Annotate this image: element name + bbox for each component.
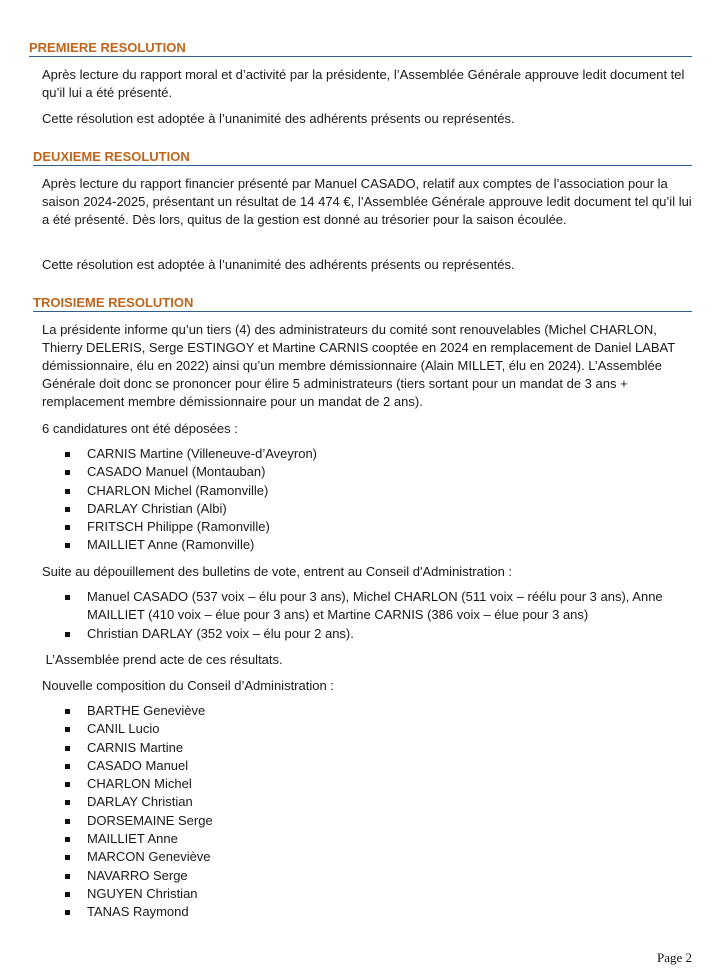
paragraph: Après lecture du rapport financier présenté par Manuel CASADO, relatif aux comptes de l’association pour la saison 2024-2025, présentant un résultat de 14 474 €, l’Assemblée Générale approuve ledit document tel qu’il lui a été présenté. Dès lors, quitus de la gestion est donné au trésorier pour la saison écoulée.	[42, 176, 692, 227]
list-item: CASADO Manuel (Montauban)	[64, 463, 694, 481]
paragraph: L’Assemblée prend acte de ces résultats.	[42, 652, 283, 667]
paragraph: Après lecture du rapport moral et d’activité par la présidente, l’Assemblée Générale approuve ledit document tel qu’il lui a été présenté.	[42, 67, 685, 100]
section-heading-premiere-resolution: PREMIERE RESOLUTION	[29, 40, 692, 57]
list-item: CHARLON Michel	[64, 775, 694, 793]
paragraph: Cette résolution est adoptée à l’unanimité des adhérents présents ou représentés.	[42, 111, 515, 126]
candidates-list	[64, 445, 694, 555]
list-item: NGUYEN Christian	[64, 885, 694, 903]
list-item: CARNIS Martine (Villeneuve-d’Aveyron)	[64, 445, 694, 463]
paragraph: Nouvelle composition du Conseil d’Administration :	[42, 678, 334, 693]
paragraph: La présidente informe qu’un tiers (4) des administrateurs du comité sont renouvelables (Michel CHARLON, Thierry DELERIS, Serge ESTINGOY et Martine CARNIS cooptée en 2024 en remplacement de Daniel LABAT démissionnaire, élu en 2022) ainsi qu’un membre démissionnaire (Alain MILLET, élu en 2024). L’Assemblée Générale doit donc se prononcer pour élire 5 administrateurs (tiers sortant pour un mandat de 3 ans + remplacement membre démissionnaire pour un mandat de 2 ans).	[42, 322, 675, 409]
council-list	[64, 702, 694, 922]
list-item: DORSEMAINE Serge	[64, 812, 694, 830]
list-item: CARNIS Martine	[64, 739, 694, 757]
elected-list	[64, 588, 694, 643]
list-item: CANIL Lucio	[64, 720, 694, 738]
paragraph: Cette résolution est adoptée à l’unanimité des adhérents présents ou représentés.	[42, 257, 515, 272]
list-item: DARLAY Christian	[64, 793, 694, 811]
list-item: CASADO Manuel	[64, 757, 694, 775]
paragraph: Suite au dépouillement des bulletins de vote, entrent au Conseil d'Administration :	[42, 564, 513, 579]
list-item: MAILLIET Anne (Ramonville)	[64, 536, 694, 554]
list-item: MAILLIET Anne	[64, 830, 694, 848]
page-number: Page 2	[656, 950, 692, 965]
list-item: Christian DARLAY (352 voix – élu pour 2 ans).	[64, 625, 694, 643]
list-item: FRITSCH Philippe (Ramonville)	[64, 518, 694, 536]
list-item: BARTHE Geneviève	[64, 702, 694, 720]
list-item: TANAS Raymond	[64, 903, 694, 921]
list-item: MARCON Geneviève	[64, 848, 694, 866]
section-heading-troisieme-resolution: TROISIEME RESOLUTION	[33, 295, 692, 312]
list-item: Manuel CASADO (537 voix – élu pour 3 ans), Michel CHARLON (511 voix – réélu pour 3 ans), Anne MAILLIET (410 voix – élue pour 3 ans) et Martine CARNIS (386 voix – élue pour 3 ans)	[64, 588, 694, 625]
list-item: CHARLON Michel (Ramonville)	[64, 482, 694, 500]
list-item: DARLAY Christian (Albi)	[64, 500, 694, 518]
section-heading-deuxieme-resolution: DEUXIEME RESOLUTION	[33, 149, 692, 166]
list-item: NAVARRO Serge	[64, 867, 694, 885]
paragraph: 6 candidatures ont été déposées :	[42, 421, 238, 436]
